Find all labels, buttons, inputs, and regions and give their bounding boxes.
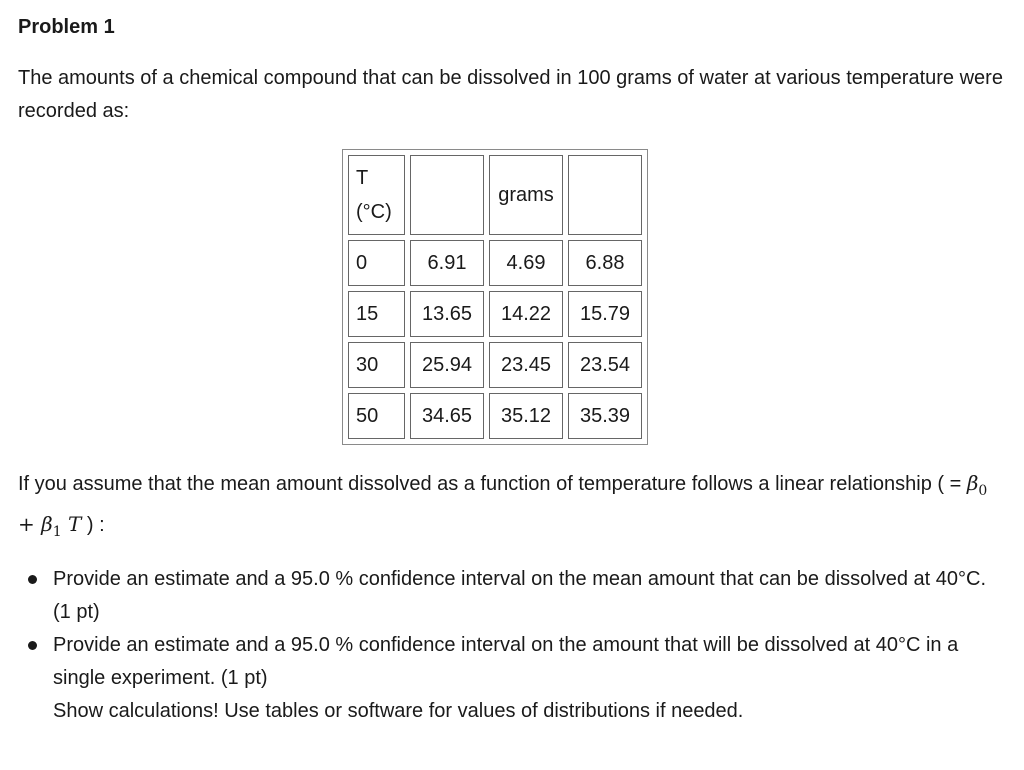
solubility-table — [342, 149, 648, 445]
table-row — [348, 291, 642, 337]
problem-title: Problem 1 — [18, 16, 115, 38]
plus-sign: + — [18, 512, 42, 536]
temperature-cell: 50 — [348, 393, 405, 439]
beta-symbol: β — [41, 512, 53, 536]
subscript-zero: 0 — [978, 483, 988, 499]
assumption-text: If you assume that the mean amount dissolved as a function of temperature follows a linear relationship ( = — [18, 473, 967, 495]
list-item — [18, 563, 1008, 629]
temperature-cell: 30 — [348, 342, 405, 388]
value-cell: 6.91 — [410, 240, 484, 286]
assumption-paragraph — [18, 467, 1008, 549]
bullet-icon — [28, 575, 37, 584]
header-cell-3 — [568, 155, 642, 235]
table-row — [348, 240, 642, 286]
list-item — [18, 629, 1008, 695]
formula-suffix: ) : — [81, 514, 105, 536]
value-cell: 23.54 — [568, 342, 642, 388]
value-cell: 35.12 — [489, 393, 563, 439]
value-cell: 25.94 — [410, 342, 484, 388]
table-row — [348, 393, 642, 439]
temperature-cell: 0 — [348, 240, 405, 286]
question-list — [18, 563, 1008, 695]
problem-page — [18, 12, 1008, 728]
value-cell: 15.79 — [568, 291, 642, 337]
temperature-variable: T — [61, 512, 82, 536]
beta-symbol: β — [966, 471, 979, 495]
value-cell: 23.45 — [489, 342, 563, 388]
table-row — [348, 342, 642, 388]
value-cell: 14.22 — [489, 291, 563, 337]
bullet-icon — [28, 641, 37, 650]
value-cell: 34.65 — [410, 393, 484, 439]
value-cell: 4.69 — [489, 240, 563, 286]
instructions-note: Show calculations! Use tables or software for values of distributions if needed. — [53, 700, 744, 722]
temperature-unit-label: (°C) — [356, 201, 392, 223]
subscript-one: 1 — [52, 524, 62, 540]
question-text: Provide an estimate and a 95.0 % confidence interval on the mean amount that can be dissolved at 40°C. (1 pt) — [53, 568, 987, 623]
data-table-container — [18, 149, 1008, 445]
value-cell: 35.39 — [568, 393, 642, 439]
value-cell: 6.88 — [568, 240, 642, 286]
value-cell: 13.65 — [410, 291, 484, 337]
grams-header-cell: grams — [489, 155, 563, 235]
table-header-row — [348, 155, 642, 235]
intro-paragraph: The amounts of a chemical compound that can be dissolved in 100 grams of water at various temperature were recorded as: — [18, 67, 1003, 122]
temperature-header-label: T — [356, 167, 369, 189]
header-cell-1 — [410, 155, 484, 235]
temperature-header-cell — [348, 155, 405, 235]
question-text: Provide an estimate and a 95.0 % confidence interval on the amount that will be dissolved at 40°C in a single experiment. (1 pt) — [53, 634, 959, 689]
temperature-cell: 15 — [348, 291, 405, 337]
